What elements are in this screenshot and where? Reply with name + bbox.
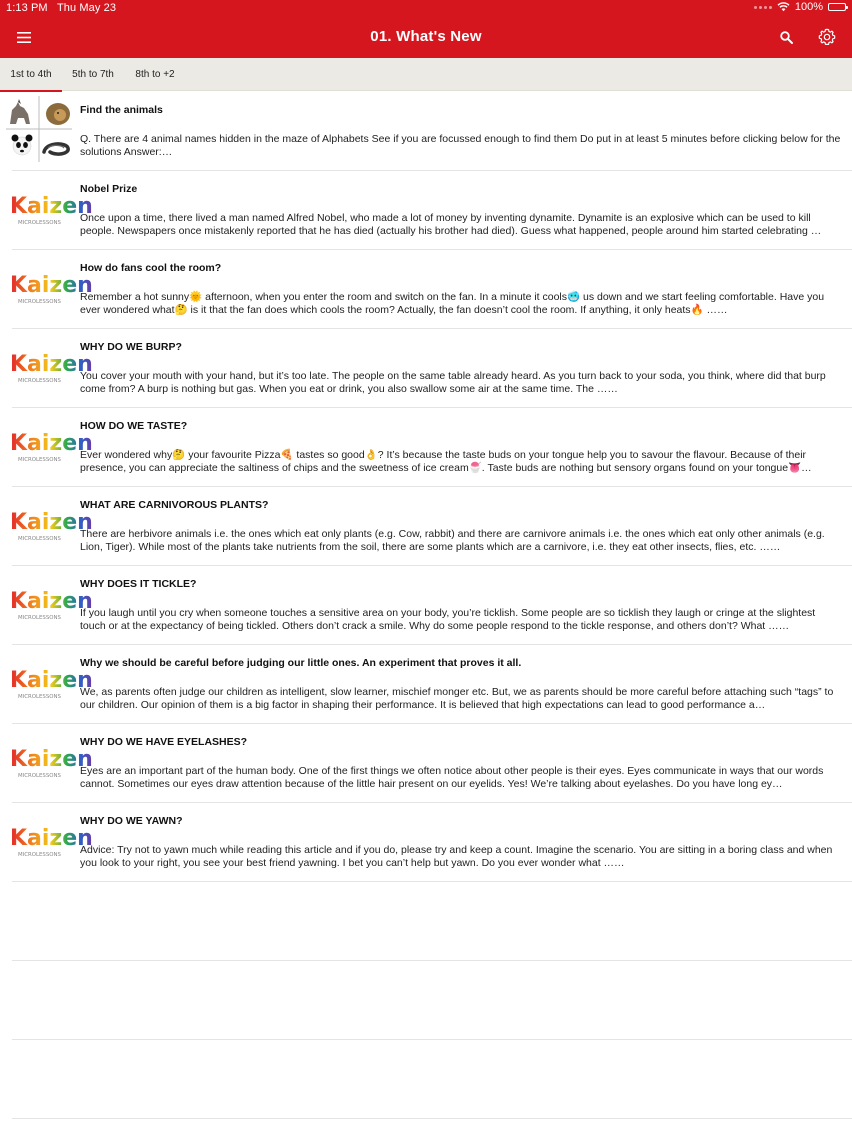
kaizen-logo-text: Kaizen (10, 431, 93, 456)
empty-row (0, 1040, 852, 1119)
article-excerpt: Q. There are 4 animal names hidden in the maze of Alphabets See if you are focussed enough to find them Do put in at least 5 minutes before clicking below for the solutions Answer:… (80, 133, 841, 158)
status-bar (0, 0, 852, 16)
article-title: HOW DO WE TASTE? (80, 420, 188, 432)
article-excerpt: Ever wondered why🤔 your favourite Pizza🍕 tastes so good👌? It’s because the taste buds on your tongue help you to savour the flavour. Because of their presence, you can appreciate the saltiness of chips and the sweetness of ice cream🍧. Taste buds are nothing but sensory organs found on your tongue👅… (80, 449, 812, 474)
kaizen-logo (6, 807, 93, 873)
article-excerpt: Advice: Try not to yawn much while reading this article and if you do, please try and keep a count. Imagine the scenario. You are sitting in a boring class and when you look to your right, you see your best friend yawning. I bet you can’t help but yawn. Do you ever wonder what …… (80, 844, 833, 869)
app-bar (0, 16, 852, 58)
kaizen-logo-subtitle: MICROLESSONS (18, 299, 61, 305)
kaizen-logo (6, 570, 93, 636)
list-item[interactable] (0, 803, 852, 882)
article-excerpt: Once upon a time, there lived a man named Alfred Nobel, who made a lot of money by inventing dynamite. Dynamite is an explosive which can be used to kill people. Newspapers once mistakenly reported that he has died (actually his brother had died). Guess what happened, people around him started celebrating … (80, 212, 822, 237)
animals-thumbnail (6, 96, 72, 162)
kaizen-logo (6, 649, 93, 715)
list-item[interactable] (0, 724, 852, 803)
tab-1st-to-4th[interactable]: 1st to 4th (0, 58, 62, 91)
settings-button[interactable] (814, 24, 840, 50)
list-item[interactable] (0, 645, 852, 724)
article-excerpt: You cover your mouth with your hand, but it’s too late. The people on the same table already heard. As you turn back to your soda, you think, where did that burp come from? A burp is nothing but gas. When you eat or drink, you also swallow some air at the same time. The …… (80, 370, 826, 395)
empty-row (0, 882, 852, 961)
kaizen-logo-subtitle: MICROLESSONS (18, 536, 61, 542)
article-title: WHY DOES IT TICKLE? (80, 578, 197, 590)
article-title: WHY DO WE HAVE EYELASHES? (80, 736, 248, 748)
kaizen-logo-text: Kaizen (10, 273, 93, 298)
list-item[interactable] (0, 487, 852, 566)
tab-8th-to-plus-2[interactable]: 8th to +2 (135, 69, 175, 80)
article-excerpt: Remember a hot sunny🌞 afternoon, when you enter the room and switch on the fan. In a minute it cools🥶 us down and we start feeling comfortable. Have you ever wondered what🤔 is it that the fan does which cools the room? Actually, the fan doesn’t cool the room. If anything, it only heats🔥 …… (80, 291, 825, 316)
list-item[interactable] (0, 171, 852, 250)
wifi-icon (777, 2, 790, 12)
article-excerpt: There are herbivore animals i.e. the ones which eat only plants (e.g. Cow, rabbit) and there are carnivore animals i.e. the ones which eat only other animals (e.g. Lion, Tiger). While most of the plants take nutrients from the soil, there are some plants which are a carnivore, i.e. they eat other insects, flies, etc. …… (80, 528, 825, 553)
kaizen-logo-subtitle: MICROLESSONS (18, 773, 61, 779)
tab-5th-to-7th[interactable]: 5th to 7th (72, 69, 114, 80)
article-title: WHAT ARE CARNIVOROUS PLANTS? (80, 499, 269, 511)
kaizen-logo-subtitle: MICROLESSONS (18, 615, 61, 621)
kaizen-logo (6, 491, 93, 557)
kaizen-logo-text: Kaizen (10, 826, 93, 851)
kaizen-logo-text: Kaizen (10, 352, 93, 377)
article-excerpt: We, as parents often judge our children as intelligent, slow learner, mischief monger etc. But, we as parents should be more careful before attaching such “tags” to our children. Our opinion of them is a big factor in shaping their performance. It is believed that high expectations can lead to good performance a… (80, 686, 834, 711)
empty-row (0, 961, 852, 1040)
article-title: Nobel Prize (80, 183, 138, 195)
status-date-text: Thu May 23 (56, 2, 117, 14)
gear-icon (818, 28, 836, 46)
kaizen-logo-text: Kaizen (10, 589, 93, 614)
kaizen-logo-text: Kaizen (10, 510, 93, 535)
grade-tabs (0, 58, 852, 91)
article-title: WHY DO WE YAWN? (80, 815, 183, 827)
kaizen-logo-text: Kaizen (10, 194, 93, 219)
kaizen-logo (6, 333, 93, 399)
kaizen-logo-text: Kaizen (10, 668, 93, 693)
kaizen-logo-subtitle: MICROLESSONS (18, 852, 61, 858)
battery-icon (828, 3, 846, 11)
battery-percent: 100% (794, 1, 823, 13)
kaizen-logo-subtitle: MICROLESSONS (18, 378, 61, 384)
kaizen-logo-subtitle: MICROLESSONS (18, 694, 61, 700)
article-title: Find the animals (80, 104, 163, 116)
list-item[interactable] (0, 566, 852, 645)
article-excerpt: If you laugh until you cry when someone touches a sensitive area on your body, you’re ticklish. Some people are so ticklish they laugh or cringe at the slightest touch or at the expectancy of being tickled. Others don’t crack a smile. Why do some people respond to the tickle response, and others don’t? What …… (80, 607, 816, 632)
list-item[interactable] (0, 329, 852, 408)
kaizen-logo (6, 728, 93, 794)
article-title: How do fans cool the room? (80, 262, 222, 274)
kaizen-logo (6, 175, 93, 241)
article-title: WHY DO WE BURP? (80, 341, 182, 353)
page-title: 01. What's New (370, 28, 482, 45)
kaizen-logo-subtitle: MICROLESSONS (18, 457, 61, 463)
kaizen-logo (6, 412, 93, 478)
list-item[interactable] (0, 408, 852, 487)
kaizen-logo-subtitle: MICROLESSONS (18, 220, 61, 226)
status-time (6, 2, 116, 14)
article-excerpt: Eyes are an important part of the human body. One of the first things we often notice about other people is their eyes. Eyes communicate in ways that our words cannot. Sometimes our eyes draw attention because of the little hair present on our eyelids. Yes! We’re talking about eyelashes. Do you have long ey… (80, 765, 824, 790)
list-item[interactable] (0, 250, 852, 329)
article-title: Why we should be careful before judging our little ones. An experiment that proves it all. (80, 657, 522, 669)
kaizen-logo-text: Kaizen (10, 747, 93, 772)
status-right (754, 1, 846, 13)
search-icon (780, 31, 793, 44)
status-time-text: 1:13 PM (6, 2, 48, 14)
list-item[interactable] (0, 92, 852, 171)
article-list (0, 92, 852, 1119)
search-button[interactable] (774, 25, 798, 49)
kaizen-logo (6, 254, 93, 320)
cellular-signal-icon (754, 6, 772, 9)
